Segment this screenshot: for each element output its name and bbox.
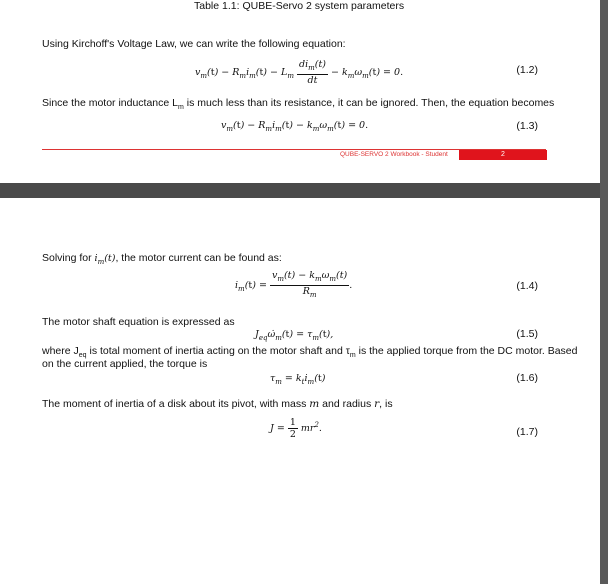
paragraph-text: is the applied torque from the DC motor. Based: [355, 345, 578, 357]
paragraph-inductance: [42, 97, 554, 114]
paragraph-text: , is: [379, 398, 393, 410]
paragraph-text: and radius: [319, 398, 375, 410]
paragraph-solving: [42, 252, 282, 269]
document-page-2: [0, 198, 600, 584]
equation-1-6: $\tau_m = k_ti_m(t)$: [270, 373, 326, 386]
paragraph-text: , the motor current can be found as:: [115, 252, 282, 264]
page-gap: [0, 183, 608, 198]
footer-label: QUBE-SERVO 2 Workbook - Student: [340, 151, 448, 158]
paragraph-text: is total moment of inertia acting on the motor shaft and τ: [86, 345, 350, 357]
subscript: eq: [78, 352, 87, 360]
paragraph-intro: Using Kirchoff's Voltage Law, we can write the following equation:: [42, 38, 346, 50]
paragraph-text: Solving for: [42, 252, 95, 264]
subscript: m: [349, 352, 356, 360]
paragraph-inertia: [42, 398, 393, 411]
equation-number: (1.7): [516, 426, 538, 438]
equation-1-4: $i_m(t)$ = $\frac{v_m(t) - k_m\omega_m(t)}{R_m}$ .: [235, 270, 353, 299]
equation-1-3: $v_m(t) - R_mi_m(t) - k_m\omega_m(t) = 0$.: [221, 120, 369, 133]
table-caption: Table 1.1: QUBE-Servo 2 system parameters: [194, 0, 405, 12]
equation-1-5: $J_{eq}\omegȧ_m(t) = \tau_m(t)$,: [255, 329, 334, 342]
page-number-badge: 2: [459, 150, 547, 160]
equation-number: (1.2): [516, 64, 538, 76]
paragraph-text: Since the motor inductance L: [42, 97, 178, 109]
equation-number: (1.4): [516, 280, 538, 292]
inline-math: r: [374, 398, 380, 410]
equation-number: (1.5): [516, 328, 538, 340]
equation-number: (1.3): [516, 120, 538, 132]
paragraph-text: The moment of inertia of a disk about its pivot, with mass: [42, 398, 310, 410]
equation-number: (1.6): [516, 372, 538, 384]
paragraph-text: is much less than its resistance, it can be ignored. Then, the equation becomes: [183, 97, 555, 109]
inline-math: $i_m(t)$: [94, 253, 116, 266]
equation-1-2: $v_m(t) - R_mi_m(t) - L_m$ $\frac{di_m(t)}{dt}$ − $k_m\omega_m(t) = 0$.: [195, 59, 404, 86]
subscript: m: [178, 104, 184, 112]
paragraph-where-line2: on the current applied, the torque is: [42, 358, 208, 370]
paragraph-text: where J: [42, 345, 79, 357]
document-page-1: [0, 0, 600, 183]
paragraph-shaft: The motor shaft equation is expressed as: [42, 316, 235, 328]
viewer-scroll-edge: [600, 0, 608, 584]
inline-math: m: [309, 398, 320, 410]
equation-1-7: J = $\frac{1}{2}$ $mr^2$.: [270, 417, 322, 440]
